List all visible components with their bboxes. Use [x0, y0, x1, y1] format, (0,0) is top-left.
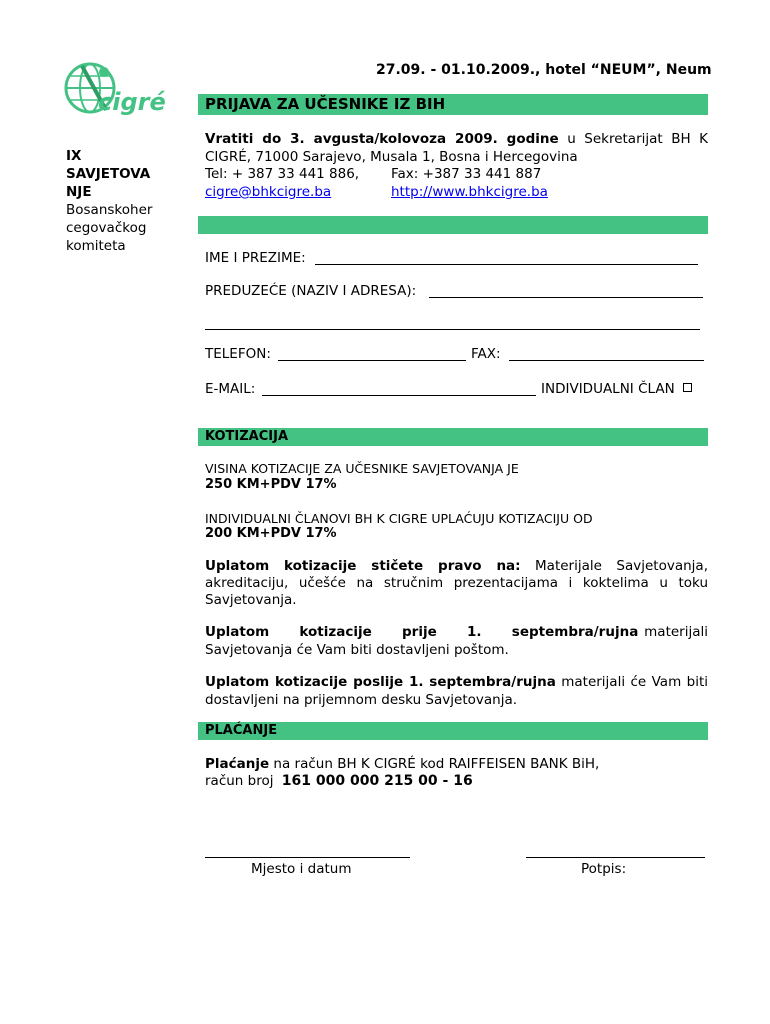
- fee-amount-2: 200 KM+PDV 17%: [205, 526, 337, 541]
- sidebar-line-4: Bosanskoher: [66, 202, 153, 218]
- sidebar-line-5: cegovačkog: [66, 220, 147, 236]
- individual-member-checkbox[interactable]: [683, 383, 692, 392]
- company-label: PREDUZEĆE (NAZIV I ADRESA):: [205, 283, 417, 299]
- fee-paragraph-3-bold: Uplatom kotizacije poslije 1. septembra/rujna: [205, 674, 556, 690]
- phone-field[interactable]: [278, 360, 466, 361]
- fee-title-bar: [198, 428, 708, 446]
- individual-member-label: INDIVIDUALNI ČLAN: [541, 381, 675, 397]
- fee-amount-1: 250 KM+PDV 17%: [205, 477, 337, 492]
- sidebar-line-6: komiteta: [66, 238, 126, 254]
- sidebar-line-3: NJE: [66, 184, 92, 200]
- website-link[interactable]: http://www.bhkcigre.ba: [391, 184, 548, 200]
- fax-label: FAX:: [471, 346, 501, 362]
- account-label: račun broj: [205, 773, 274, 789]
- sidebar-line-2: SAVJETOVA: [66, 166, 151, 182]
- name-field[interactable]: [315, 264, 698, 265]
- fax-field[interactable]: [509, 360, 704, 361]
- empty-bar: [198, 216, 708, 234]
- place-date-line[interactable]: [205, 857, 410, 858]
- sidebar-line-1: IX: [66, 148, 82, 164]
- email-label: E-MAIL:: [205, 381, 256, 397]
- sidebar: [66, 147, 152, 255]
- fee-paragraph-1: [205, 558, 708, 609]
- fee-line-1: VISINA KOTIZACIJE ZA UČESNIKE SAVJETOVANJA JE: [205, 461, 519, 476]
- company-field-line-2[interactable]: [205, 329, 700, 330]
- fee-paragraph-1-bold: Uplatom kotizacije stičete pravo na:: [205, 558, 521, 574]
- fee-paragraph-3: [205, 673, 708, 709]
- logo-wordmark: cigré: [98, 88, 166, 116]
- payment-title-bar: [198, 722, 708, 740]
- return-instructions: [205, 130, 708, 166]
- signature-line[interactable]: [526, 857, 705, 858]
- fee-paragraph-1-text: Materijale Savjetovanja, akreditaciju, učešće na stručnim prezentacijama i koktelima u toku Savjetovanja.: [205, 558, 708, 608]
- payment-text: [205, 756, 599, 772]
- fee-line-2: INDIVIDUALNI ČLANOVI BH K CIGRE UPLAĆUJU KOTIZACIJU OD: [205, 511, 593, 526]
- email-link[interactable]: cigre@bhkcigre.ba: [205, 184, 332, 200]
- tel-text: Tel: + 387 33 441 886,: [205, 166, 360, 182]
- account-number: 161 000 000 215 00 - 16: [281, 773, 473, 789]
- fee-paragraph-2: [205, 623, 708, 659]
- form-title: PRIJAVA ZA UČESNIKE IZ BIH: [205, 95, 446, 113]
- fee-paragraph-2-bold: Uplatom kotizacije prije 1. septembra/rujna: [205, 624, 639, 640]
- place-date-label: Mjesto i datum: [251, 861, 352, 877]
- event-line: 27.09. - 01.10.2009., hotel “NEUM”, Neum: [376, 62, 712, 78]
- form-title-bar: [198, 94, 708, 115]
- cigre-logo: [62, 58, 166, 124]
- account-line: [205, 773, 473, 789]
- name-label: IME I PREZIME:: [205, 250, 306, 266]
- payment-rest: na račun BH K CIGRÉ kod RAIFFEISEN BANK BiH,: [269, 756, 600, 772]
- email-field[interactable]: [262, 395, 536, 396]
- return-address: u Sekretarijat BH K CIGRÉ, 71000 Sarajevo, Musala 1, Bosna i Hercegovina: [205, 131, 708, 165]
- phone-label: TELEFON:: [205, 346, 271, 362]
- return-deadline: Vratiti do 3. avgusta/kolovoza 2009. godine: [205, 131, 559, 147]
- fee-paragraph-3-text: materijali će Vam biti dostavljeni na prijemnom desku Savjetovanja.: [205, 674, 709, 708]
- company-field[interactable]: [429, 297, 703, 298]
- individual-member-option: [541, 381, 692, 397]
- fax-text: Fax: +387 33 441 887: [391, 166, 542, 182]
- payment-bold: Plaćanje: [205, 756, 270, 772]
- payment-title: PLAĆANJE: [205, 723, 278, 738]
- fee-paragraph-2-text: materijali Savjetovanja će Vam biti dostavljeni poštom.: [205, 624, 709, 658]
- signature-label: Potpis:: [581, 861, 627, 877]
- fee-title: KOTIZACIJA: [205, 429, 289, 444]
